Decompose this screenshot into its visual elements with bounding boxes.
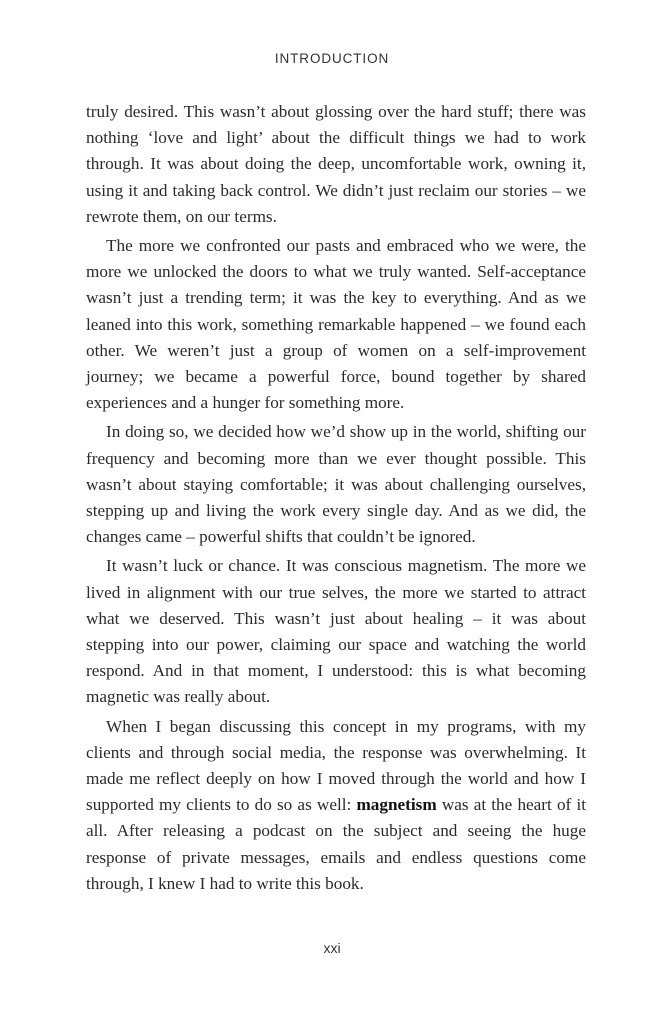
running-head: INTRODUCTION	[274, 51, 390, 66]
body-text	[86, 99, 586, 900]
page-number: xxi	[323, 940, 341, 956]
paragraph-text-before: When I began discussing this concept in my programs, with my clients and through social media, the response was overwhelming. It made me reflect deeply on how I moved through the world and how I supported my clients to do so as well:	[86, 716, 586, 815]
paragraph: It wasn’t luck or chance. It was conscious magnetism. The more we lived in alignment with our true selves, the more we started to attract what we deserved. This wasn’t just about healing – it was about stepping into our power, claiming our space and watching the world respond. And in that moment, I understood: this is what becoming magnetic was really about.	[86, 556, 586, 707]
emphasis-magnetism: magnetism	[356, 795, 437, 815]
paragraph: In doing so, we decided how we’d show up in the world, shifting our frequency and becoming more than we ever thought possible. This wasn’t about staying comfortable; it was about challenging ourselves, stepping up and living the work every single day. And as we did, the changes came – powerful shifts that couldn’t be ignored.	[86, 422, 586, 547]
paragraph-final	[86, 714, 586, 897]
paragraph: The more we confronted our pasts and embraced who we were, the more we unlocked the doors to what we truly wanted. Self-acceptance wasn’t just a trending term; it was the key to everything. And as we leaned into this work, something remarkable happened – we found each other. We weren’t just a group of women on a self-improvement journey; we became a powerful force, bound together by shared experiences and a hunger for something more.	[86, 236, 586, 413]
paragraph-continued: truly desired. This wasn’t about glossing over the hard stuff; there was nothing ‘love and light’ about the difficult things we had to work through. It was about doing the deep, uncomfortable work, owning it, using it and taking back control. We didn’t just reclaim our stories – we rewrote them, on our terms.	[86, 102, 586, 226]
paragraph-text-after: was at the heart of it all. After releasing a podcast on the subject and seeing the huge response of private messages, emails and endless questions come through, I knew I had to write this book.	[86, 795, 586, 893]
